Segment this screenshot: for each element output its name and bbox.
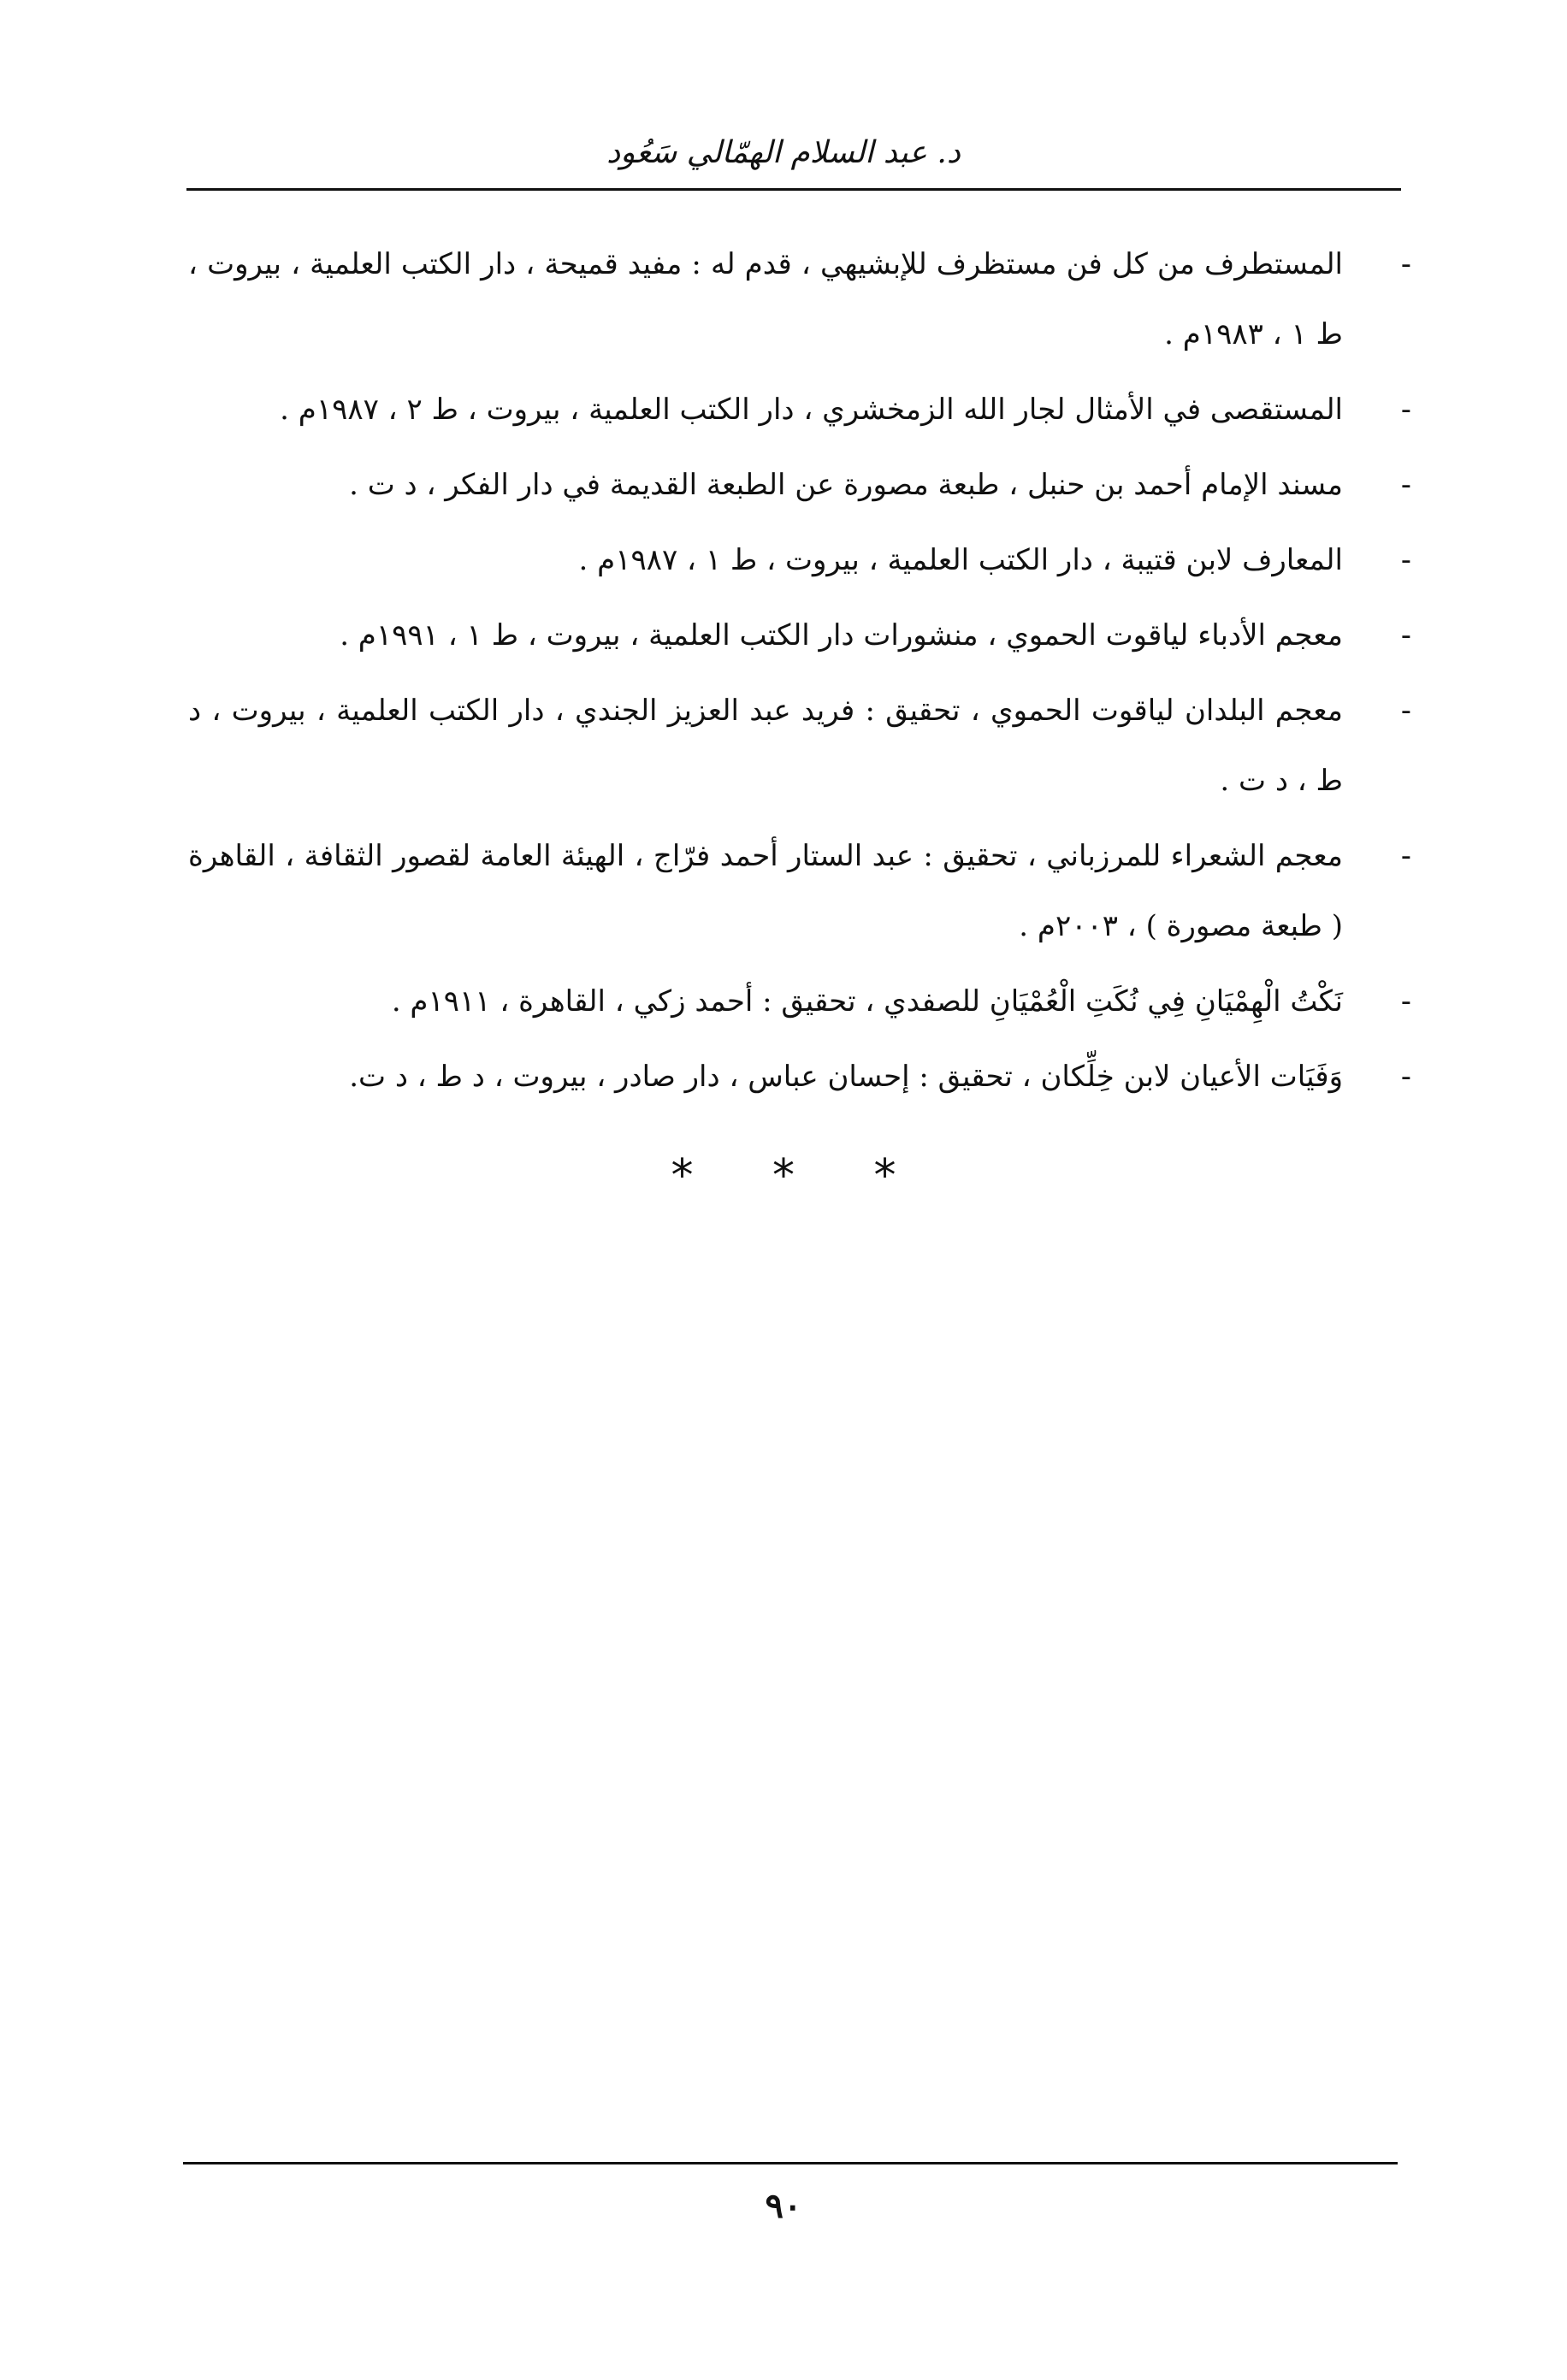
header-rule bbox=[186, 188, 1401, 191]
entry-text: المعارف لابن قتيبة ، دار الكتب العلمية ، بيروت ، ط ١ ، ١٩٨٧م . bbox=[578, 543, 1343, 577]
entry-dash: - bbox=[1400, 618, 1411, 653]
bibliography-entry bbox=[188, 375, 1411, 445]
entry-dash: - bbox=[1400, 839, 1411, 873]
entry-text: المستطرف من كل فن مستظرف للإبشيهي ، قدم له : مفيد قميحة ، دار الكتب العلمية ، بيروت ، ط ١ ، ١٩٨٣م . bbox=[188, 247, 1343, 351]
bibliography-entry bbox=[188, 229, 1411, 369]
bibliography-entry bbox=[188, 450, 1411, 520]
entry-dash: - bbox=[1400, 1060, 1411, 1094]
bibliography-entry bbox=[188, 525, 1411, 595]
bibliography-entry bbox=[188, 676, 1411, 816]
entry-text: معجم الأدباء لياقوت الحموي ، منشورات دار الكتب العلمية ، بيروت ، ط ١ ، ١٩٩١م . bbox=[340, 618, 1343, 653]
entry-dash: - bbox=[1400, 393, 1411, 427]
bibliography-list bbox=[188, 229, 1411, 1117]
bibliography-entry bbox=[188, 600, 1411, 670]
entry-text: معجم الشعراء للمرزباني ، تحقيق : عبد الستار أحمد فرّاج ، الهيئة العامة لقصور الثقافة ، القاهرة ( طبعة مصورة ) ، ٢٠٠٣م . bbox=[188, 839, 1343, 943]
bibliography-entry bbox=[188, 966, 1411, 1036]
entry-dash: - bbox=[1400, 468, 1411, 502]
running-header-author: د. عبد السلام الهمّالي سَعُود bbox=[606, 135, 961, 170]
asterisk-icon: * bbox=[671, 1150, 694, 1202]
bibliography-entry bbox=[188, 1042, 1411, 1112]
entry-dash: - bbox=[1400, 247, 1411, 281]
entry-dash: - bbox=[1400, 543, 1411, 577]
entry-dash: - bbox=[1400, 984, 1411, 1019]
entry-text: المستقصى في الأمثال لجار الله الزمخشري ، دار الكتب العلمية ، بيروت ، ط ٢ ، ١٩٨٧م . bbox=[280, 393, 1343, 427]
entry-text: معجم البلدان لياقوت الحموي ، تحقيق : فريد عبد العزيز الجندي ، دار الكتب العلمية ، بيروت ، د ط ، د ت . bbox=[188, 694, 1343, 798]
footer-rule bbox=[183, 2162, 1398, 2164]
asterisk-icon: * bbox=[772, 1150, 795, 1202]
bibliography-entry bbox=[188, 821, 1411, 961]
entry-text: نَكْتُ الْهِمْيَانِ فِي نُكَتِ الْعُمْيَانِ للصفدي ، تحقيق : أحمد زكي ، القاهرة ، ١٩١١م . bbox=[391, 984, 1343, 1019]
section-separator bbox=[0, 1150, 1567, 1202]
page-number: ٩٠ bbox=[765, 2186, 802, 2226]
entry-text: مسند الإمام أحمد بن حنبل ، طبعة مصورة عن الطبعة القديمة في دار الفكر ، د ت . bbox=[349, 468, 1343, 502]
asterisk-icon: * bbox=[873, 1150, 896, 1202]
entry-dash: - bbox=[1400, 694, 1411, 728]
entry-text: وَفَيَات الأعيان لابن خِلِّكان ، تحقيق : إحسان عباس ، دار صادر ، بيروت ، د ط ، د ت. bbox=[349, 1060, 1343, 1094]
